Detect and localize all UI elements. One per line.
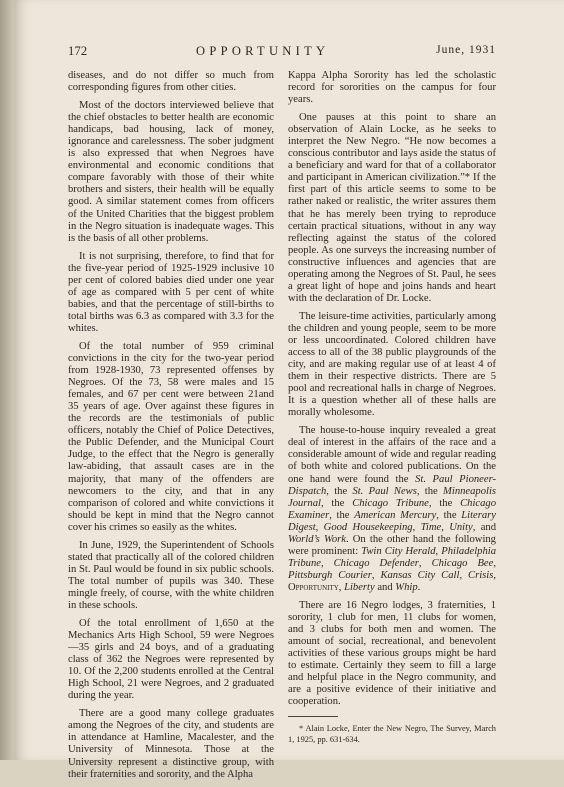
publication-title: Whip [395,581,418,593]
paragraph: One pauses at this point to share an observation of Alain Locke, as he seeks to interpret the New Negro. “He now becomes a conscious contributor and lays aside the status of a beneficiary and ward for that of a collaborator and participant in American civilization.”* If the first part of this article seems to some to be rather naked or realistic, the writer assures them that he has merely been trying to reproduce certain practical situations, without in any way reflecting against the status of the colored people. As one surveys the increasing number of constructive influences and agencies that are operating among the Negroes of St. Paul, he sees a great light of hope and joins hands and heart with the declaration of Dr. Locke. [288,112,496,304]
paragraph: It is not surprising, therefore, to find that for the five-year period of 1925-1929 inclusive 10 per cent of colored babies died under one year of age as compared with 5 per cent of white babies, and that the percentage of still-births to total births was 6.3 as compared with 3.3 for the whites. [68,250,274,334]
publication-title: Minneapolis Journal [288,485,497,509]
publication-title: Literary Digest [288,509,497,533]
publication-title: Liberty [344,581,375,593]
paragraph: In June, 1929, the Superintendent of Schools stated that practically all of the colored children in St. Paul would be found in six public schools. The total number of pupils was 340. These mingle freely, of course, with the white children in these schools. [68,539,274,611]
publication-title: Crisis [468,569,494,581]
page-number: 172 [68,44,88,58]
paragraph: Most of the doctors interviewed believe that the chief obstacles to better health are economic handicaps, bad housing, lack of money, ignorance and carelessness. The sober judgment is also expressed that when Negroes have environmental and economic conditions that compare favorably with those of their white brothers and sisters, their health will be equally good. A similar statement comes from officers of the United Charities that the biggest problem in the Negro situation is inadequate wages. This is the basis of all other problems. [68,100,274,244]
text: . On the other hand the following were prominent: [288,533,496,557]
paragraph-publications: The house-to-house inquiry revealed a great deal of interest in the affairs of the race and a considerable amount of wide and regular reading of both white and colored publications. On the one hand were found the St. Paul Pioneer-Dispatch, the St. Paul News, the Minneapolis Journal, the Chicago Tribune, the Chicago Examiner, the American Mercury, the Literary Digest, Good Housekeeping, Time, Unity, and World’s Work. On the other hand the following were prominent: Twin City Herald, Philadelphia Tribune, Chicago Defender, Chicago Bee, Pittsburgh Courier, Kansas City Call, Crisis, Opportunity, Liberty and Whip. [288,425,497,593]
publication-title: Good Housekeeping [323,521,413,533]
running-header [68,44,496,60]
paragraph: There are a good many college graduates among the Negroes of the city, and students are in attendance at Hamline, Macalester, and the University of Minnesota. Those at the University represent a distinctive group, with their fraternities and sorority, and the Alpha [68,708,274,780]
paragraph: There are 16 Negro lodges, 3 fraternities, 1 sorority, 1 club for men, 11 clubs for women, and 3 clubs for both men and women. The amount of social, recreational, and benevolent activities of these various groups might be hard to estimate. Certainly they seem to fill a large and helpful place in the Negro community, and are a positive evidence of their initiative and cooperation. [288,599,496,708]
paragraph: Of the total enrollment of 1,650 at the Mechanics Arts High School, 59 were Negroes—35 girls and 24 boys, and of a graduating class of 362 the Negroes were represented by 10. Of the 2,200 students enrolled at the Central High School, 21 were Negroes, and 2 graduated during the year. [68,618,274,702]
publication-title: World’s Work [288,533,346,545]
issue-date: June, 1931 [436,44,496,56]
publication-title: Chicago Tribune [352,497,429,509]
publication-title: Chicago Examiner [288,497,496,521]
publication-title: Twin City Herald [361,545,436,557]
text: The house-to-house inquiry revealed a great deal of interest in the affairs of the race and a considerable amount of wide and regular reading of both white and colored publications. On the one hand were found the [288,425,496,485]
publication-title: Opportunity [288,581,339,593]
footnote-rule [288,716,338,717]
publication-title: Time [420,521,442,533]
journal-title: OPPORTUNITY [196,44,330,58]
publication-title: St. Paul Pioneer-Dispatch [288,473,497,497]
right-column [288,70,496,751]
paragraph: diseases, and do not differ so much from corresponding figures from other cities. [68,70,274,94]
publication-title: Chicago Defender [333,557,419,569]
publication-title: Unity [449,521,473,533]
publication-title: Chicago Bee [431,557,494,569]
publication-title: American Mercury [354,509,437,521]
left-column [68,70,274,787]
paragraph: The leisure-time activities, particularly among the children and young people, seem to be more or less uncoordinated. Colored children have access to all of the 38 public playgrounds of the city, and are making regular use of at least 4 of them in their respective districts. There are 5 pool and recreational halls in charge of Negroes. It is a question whether all of these halls are morally wholesome. [288,310,496,419]
footnote: * Alain Locke, Enter the New Negro, The Survey, March 1, 1925, pp. 631-634. [288,724,496,745]
publication-title: Philadelphia Tribune [288,545,497,569]
paragraph: Of the total number of 959 criminal convictions in the city for the two-year period from 1928-1930, 73 represented offenses by Negroes. Of the 73, 58 were males and 15 females, and 67 per cent were between 21and 35 years of age. Over against these figures in the records are the testimonials of public officers, notably the Chief of Police Detectives, the Public Defender, and the Municipal Court Judge, to the effect that the Negro is generally law-abiding, that assault cases are in the majority, that many of the offenders are newcomers to the city, and that in any comparison of colored and white convictions it should be kept in mind that the Negro cannot cover his crimes so easily as the whites. [68,340,274,533]
publication-title: Pittsburgh Courier [288,569,372,581]
paragraph: Kappa Alpha Sorority has led the scholastic record for sororities on the campus for four years. [288,70,496,106]
publication-title: Kansas City Call [380,569,460,581]
page-gutter [0,0,14,760]
publication-title: St. Paul News [352,485,417,497]
